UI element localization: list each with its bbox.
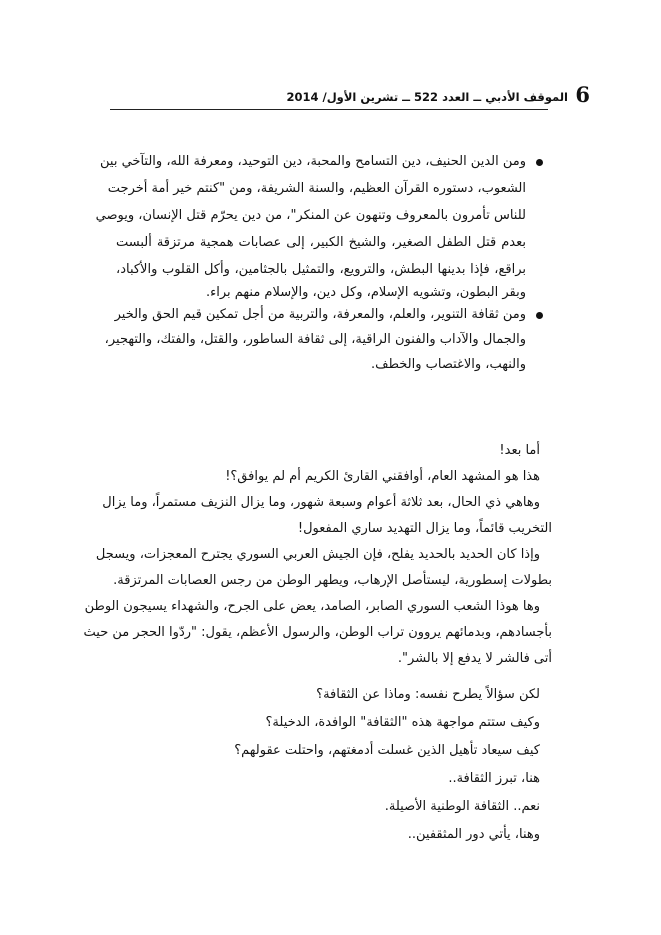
journal-title: الموقف الأدبي ــ العدد 522 ــ تشرين الأول/ 2014	[286, 90, 568, 104]
bullet-1-line: للناس تأمرون بالمعروف وتنهون عن المنكر"، من دين يحرّم قتل الإنسان، ويوصي	[95, 208, 526, 223]
bullet-1-line: بعدم قتل الطفل الصغير، والشيخ الكبير، إلى عصابات همجية مرتزقة ألبست	[116, 235, 526, 250]
page-number: 6	[575, 82, 590, 107]
body-line: التخريب قائماً، وما يزال التهديد ساري المفعول!	[297, 521, 552, 536]
body-line: وها هوذا الشعب السوري الصابر، الصامد، يعض على الجرح، والشهداء يسيجون الوطن	[84, 599, 540, 614]
body-line: هذا هو المشهد العام، أوافقني القارئ الكريم أم لم يوافق؟!	[225, 469, 540, 484]
body-line: بطولات إسطورية، ليستأصل الإرهاب، ويطهر الوطن من رجس العصابات المرتزقة.	[113, 573, 552, 588]
bullet-1-line: الشعوب، دستوره القرآن العظيم، والسنة الشريفة، ومن "كنتم خير أمة أخرجت	[107, 181, 526, 196]
bullet-icon	[536, 312, 543, 319]
body-line: كيف سيعاد تأهيل الذين غسلت أدمغتهم، واحتلت عقولهم؟	[234, 743, 540, 758]
body-line: وإذا كان الحديد بالحديد يفلح، فإن الجيش العربي السوري يجترح المعجزات، ويسجل	[95, 547, 540, 562]
bullet-1-line: وبقر البطون، وتشويه الإسلام، وكل دين، والإسلام منهم براء.	[205, 285, 526, 300]
body-line: لكن سؤالاً يطرح نفسه: وماذا عن الثقافة؟	[316, 687, 540, 702]
body-line: وهاهي ذي الحال، بعد ثلاثة أعوام وسبعة شهور، وما يزال النزيف مستمراً، وما يزال	[102, 495, 540, 510]
body-line: أتى فالشر لا يدفع إلا بالشر".	[397, 651, 552, 666]
bullet-2-line: والنهب، والاغتصاب والخطف.	[371, 357, 526, 372]
body-line: وكيف ستتم مواجهة هذه "الثقافة" الوافدة، الدخيلة؟	[265, 715, 540, 730]
bullet-icon	[536, 159, 543, 166]
body-line: نعم.. الثقافة الوطنية الأصيلة.	[384, 799, 540, 814]
bullet-1-line: ومن الدين الحنيف، دين التسامح والمحبة، دين التوحيد، ومعرفة الله، والتآخي بين	[100, 154, 526, 169]
page-header	[286, 82, 590, 107]
bullet-2-line: والجمال والآداب والفنون الراقية، إلى ثقافة الساطور، والقتل، والفتك، والتهجير،	[104, 332, 526, 347]
bullet-1-line: براقع، فإذا بدينها البطش، والترويع، والتمثيل بالجثامين، وأكل القلوب والأكباد،	[116, 262, 526, 277]
body-line: أما بعد!	[499, 443, 540, 458]
body-line: بأجسادهم، وبدمائهم يروون تراب الوطن، والرسول الأعظم، يقول: "ردّوا الحجر من حيث	[83, 625, 552, 640]
bullet-2-line: ومن ثقافة التنوير، والعلم، والمعرفة، والتربية من أجل تمكين قيم الحق والخير	[114, 307, 526, 322]
body-line: هنا، تبرز الثقافة..	[448, 771, 540, 786]
header-rule	[110, 109, 548, 110]
body-line: وهنا، يأتي دور المثقفين..	[407, 827, 540, 842]
